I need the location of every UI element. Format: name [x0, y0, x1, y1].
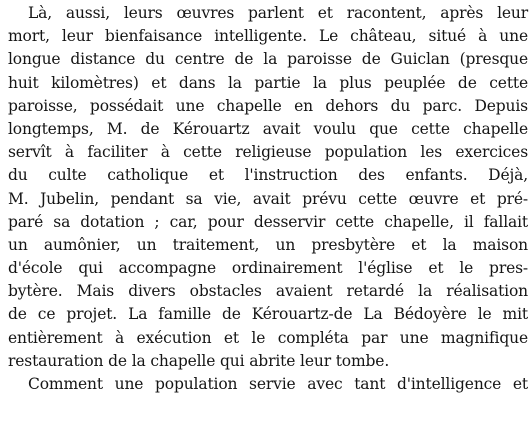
text-line: longtemps, M. de Kérouartz avait voulu que cette chapelle — [8, 119, 528, 138]
text-line: paroisse, possédait une chapelle en dehors du parc. Depuis — [8, 96, 528, 115]
text-line: de ce projet. La famille de Kérouartz-de La Bédoyère le mit — [8, 305, 528, 324]
text-line: du culte catholique et l'instruction des enfants. Déjà, — [8, 166, 528, 185]
body-text — [8, 2, 528, 396]
text-line: d'école qui accompagne ordinairement l'église et le pres- — [8, 259, 528, 278]
text-line: un aumônier, un traitement, un presbytère et la maison — [8, 235, 528, 254]
text-line: Comment une population servie avec tant d'intelligence et — [28, 375, 528, 393]
text-line: mort, leur bienfaisance intelligente. Le château, situé à une — [8, 27, 528, 46]
text-line: M. Jubelin, pendant sa vie, avait prévu cette œuvre et pré- — [8, 189, 528, 208]
text-line: paré sa dotation ; car, pour desservir cette chapelle, il fallait — [8, 212, 528, 231]
text-line: longue distance du centre de la paroisse de Guiclan (presque — [8, 50, 528, 69]
text-line: entièrement à exécution et le compléta par une magnifique — [8, 328, 528, 347]
text-line: Là, aussi, leurs œuvres parlent et racontent, après leur — [28, 4, 528, 22]
text-line: servît à faciliter à cette religieuse population les exercices — [8, 143, 528, 162]
text-line: restauration de la chapelle qui abrite leur tombe. — [8, 351, 390, 370]
text-line: bytère. Mais divers obstacles avaient retardé la réalisation — [8, 282, 528, 301]
text-line: huit kilomètres) et dans la partie la plus peuplée de cette — [8, 73, 528, 92]
